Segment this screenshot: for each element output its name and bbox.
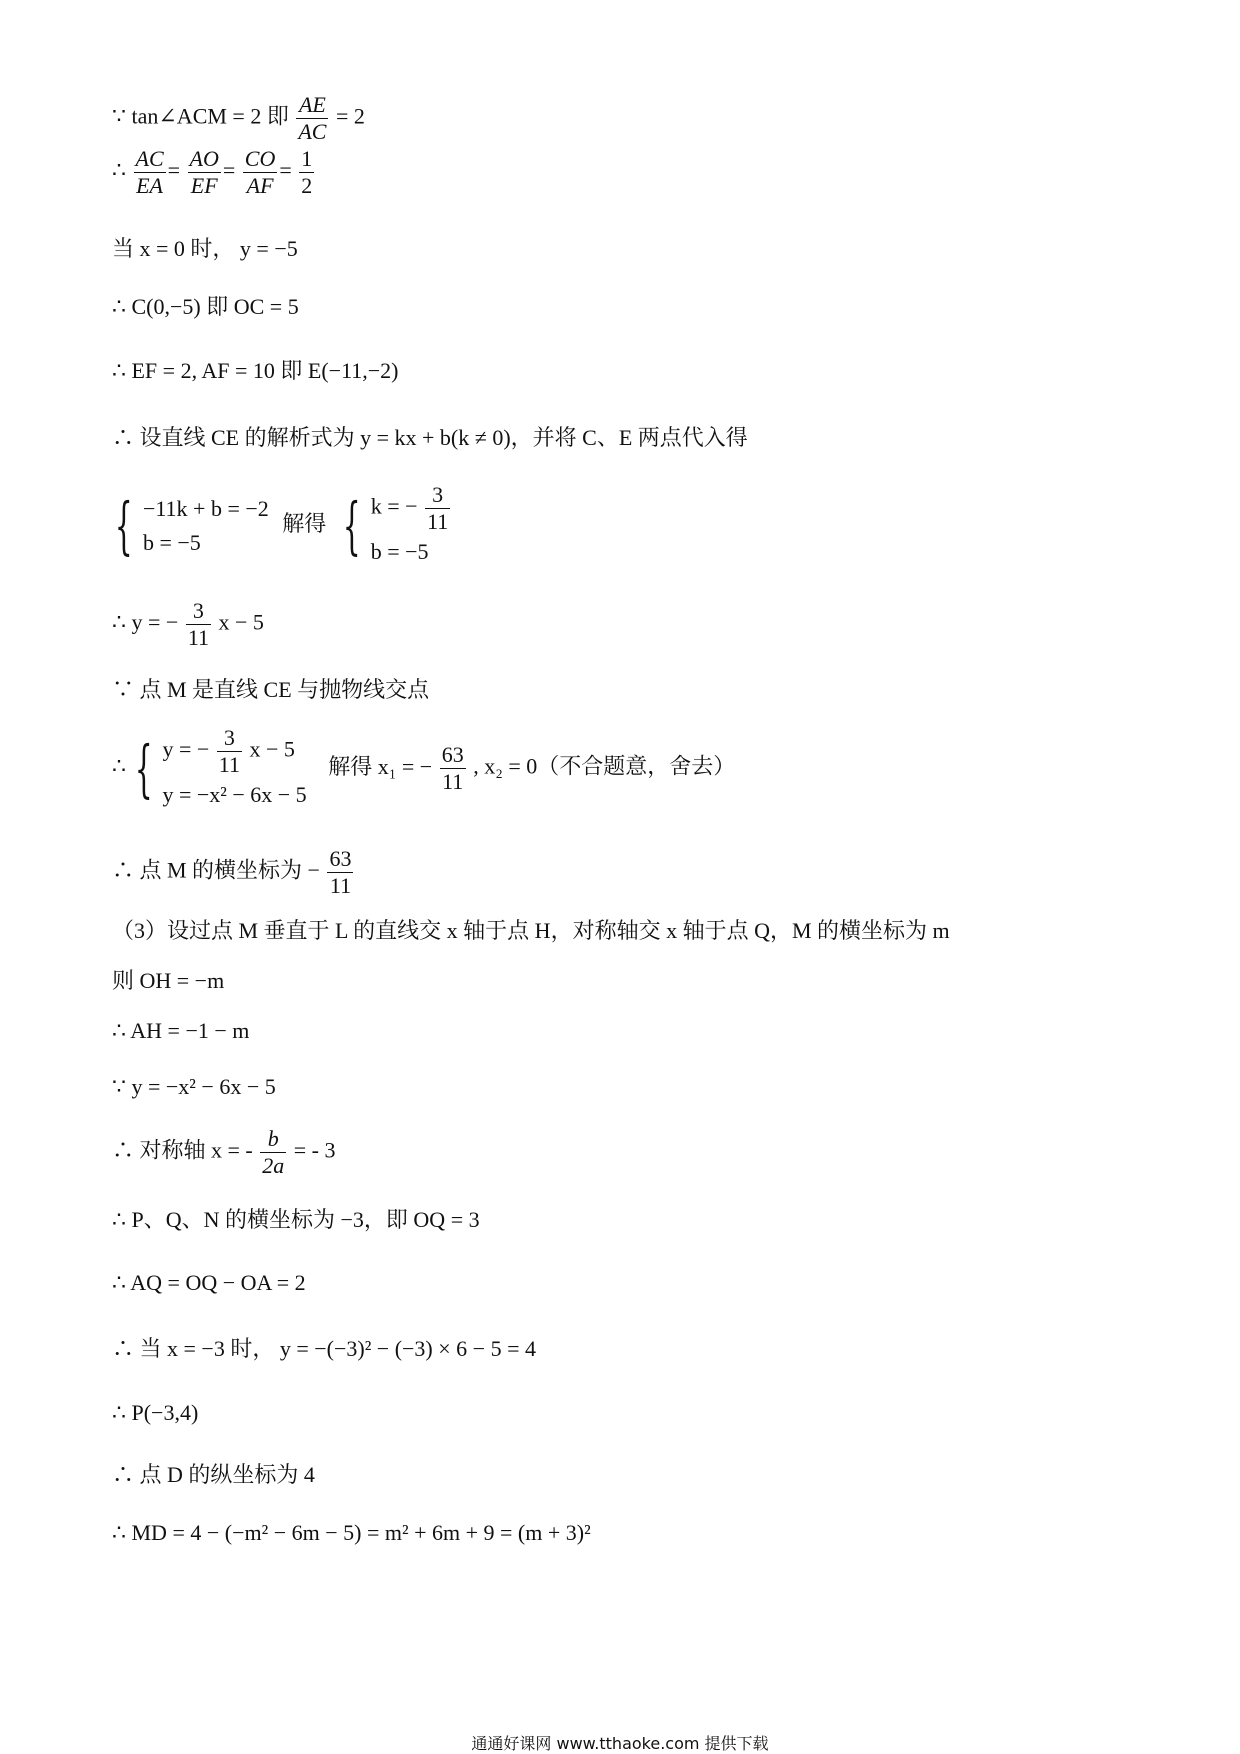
- solve-label: 解得: [282, 510, 327, 536]
- system-1: [143, 492, 269, 560]
- line-4: ∴ C(0,−5) 即 OC = 5: [112, 294, 299, 319]
- numerator: 3: [186, 598, 211, 625]
- numerator: CO: [244, 146, 276, 171]
- line-1: [112, 92, 365, 145]
- line-1-text: ∵ tan∠ACM = 2 即: [112, 103, 289, 129]
- denominator: 2a: [262, 1153, 285, 1178]
- denominator: 11: [427, 509, 449, 534]
- line-1-tail: = 2: [335, 103, 365, 129]
- fraction-63-11: [440, 742, 466, 795]
- numerator: 63: [441, 742, 464, 767]
- denominator: EF: [190, 173, 218, 198]
- fraction-b-2a: [260, 1126, 286, 1179]
- fraction-63-11: [327, 846, 353, 899]
- k-value-prefix: k = −: [370, 493, 418, 519]
- line-7-equation-system: [112, 482, 452, 569]
- numerator: 3: [425, 482, 450, 509]
- system-2-row-2: b = −5: [370, 539, 429, 564]
- fraction-ao-ef: [188, 146, 221, 199]
- denominator: EA: [136, 173, 163, 198]
- row-1-tail: x − 5: [249, 736, 295, 762]
- fraction-ae-ac: [296, 92, 328, 145]
- line-11-prefix: ∴ 点 M 的横坐标为 −: [112, 857, 320, 883]
- solve-label: 解得 x₁ = −: [328, 753, 433, 779]
- line-18: ∴ AQ = OQ − OA = 2: [112, 1270, 306, 1295]
- system-2-row-1: [371, 482, 453, 535]
- numerator: b: [260, 1126, 286, 1153]
- numerator: AO: [189, 146, 219, 171]
- denominator: AC: [298, 119, 327, 144]
- fraction-3-11: [186, 598, 211, 651]
- numerator: 3: [217, 725, 242, 752]
- fraction-3-11: [425, 482, 450, 535]
- line-16: [112, 1126, 335, 1179]
- line-8: [112, 598, 264, 651]
- left-brace-icon: {: [134, 731, 153, 805]
- left-brace-icon: {: [342, 488, 361, 562]
- line-11: [112, 846, 355, 899]
- numerator: 1: [301, 146, 313, 171]
- line-12: （3）设过点 M 垂直于 L 的直线交 x 轴于点 H，对称轴交 x 轴于点 Q，M 的横坐标为 m: [112, 918, 950, 943]
- denominator: 11: [442, 769, 464, 794]
- line-19: ∴ 当 x = −3 时， y = −(−3)² − (−3) × 6 − 5 = 4: [112, 1336, 536, 1361]
- system-1-row-1: −11k + b = −2: [142, 495, 269, 521]
- left-brace-icon: {: [114, 488, 133, 562]
- denominator: 11: [218, 752, 240, 777]
- fraction-ac-ea: [134, 146, 166, 199]
- line-3: 当 x = 0 时， y = −5: [112, 236, 298, 261]
- system-3-row-2: y = −x² − 6x − 5: [162, 782, 307, 807]
- line-6: ∴ 设直线 CE 的解析式为 y = kx + b(k ≠ 0)，并将 C、E 两点代入得: [112, 425, 748, 450]
- line-15: ∵ y = −x² − 6x − 5: [112, 1074, 276, 1099]
- line-22: ∴ MD = 4 − (−m² − 6m − 5) = m² + 6m + 9 = (m + 3)²: [112, 1520, 591, 1545]
- system-3: [162, 725, 306, 812]
- fraction-co-af: [243, 146, 278, 199]
- line-16-tail: = - 3: [293, 1137, 336, 1163]
- system-3-row-1: [162, 725, 306, 778]
- line-5: ∴ EF = 2, AF = 10 即 E(−11,−2): [112, 358, 399, 383]
- denominator: AF: [246, 173, 274, 198]
- line-10-equation-system: [112, 725, 735, 812]
- fraction-one-half: [299, 146, 314, 199]
- line-20: ∴ P(−3,4): [112, 1400, 199, 1425]
- line-21: ∴ 点 D 的纵坐标为 4: [112, 1462, 315, 1487]
- line-8-tail: x − 5: [218, 609, 264, 635]
- page-footer: 通通好课网 www.tthaoke.com 提供下载: [471, 1734, 769, 1753]
- line-2: ∴ $\frac{AC}{EA}$ = $\frac{AO}{EF}$ = $\frac{CO}{AF}$ = $\frac{1}{2}$: [112, 146, 313, 198]
- system-1-row-2: b = −5: [142, 529, 201, 555]
- system-2: [371, 482, 453, 569]
- line-10-tail: , x₂ = 0（不合题意，舍去）: [473, 753, 736, 779]
- row-1-prefix: y = −: [162, 736, 210, 762]
- line-14: ∴ AH = −1 − m: [112, 1018, 250, 1043]
- denominator: 11: [329, 873, 352, 898]
- numerator: 63: [329, 846, 352, 871]
- therefore-symbol: ∴: [112, 157, 126, 183]
- denominator: 11: [187, 625, 209, 650]
- numerator: AE: [296, 92, 328, 119]
- denominator: 2: [301, 173, 313, 198]
- therefore-symbol: ∴: [112, 753, 126, 779]
- line-9: ∵ 点 M 是直线 CE 与抛物线交点: [112, 677, 430, 702]
- line-16-prefix: ∴ 对称轴 x = -: [112, 1137, 253, 1163]
- line-13: 则 OH = −m: [112, 968, 225, 993]
- fraction-3-11: [217, 725, 242, 778]
- numerator: AC: [135, 146, 164, 171]
- line-17: ∴ P、Q、N 的横坐标为 −3，即 OQ = 3: [112, 1207, 480, 1232]
- line-8-prefix: ∴ y = −: [112, 609, 179, 635]
